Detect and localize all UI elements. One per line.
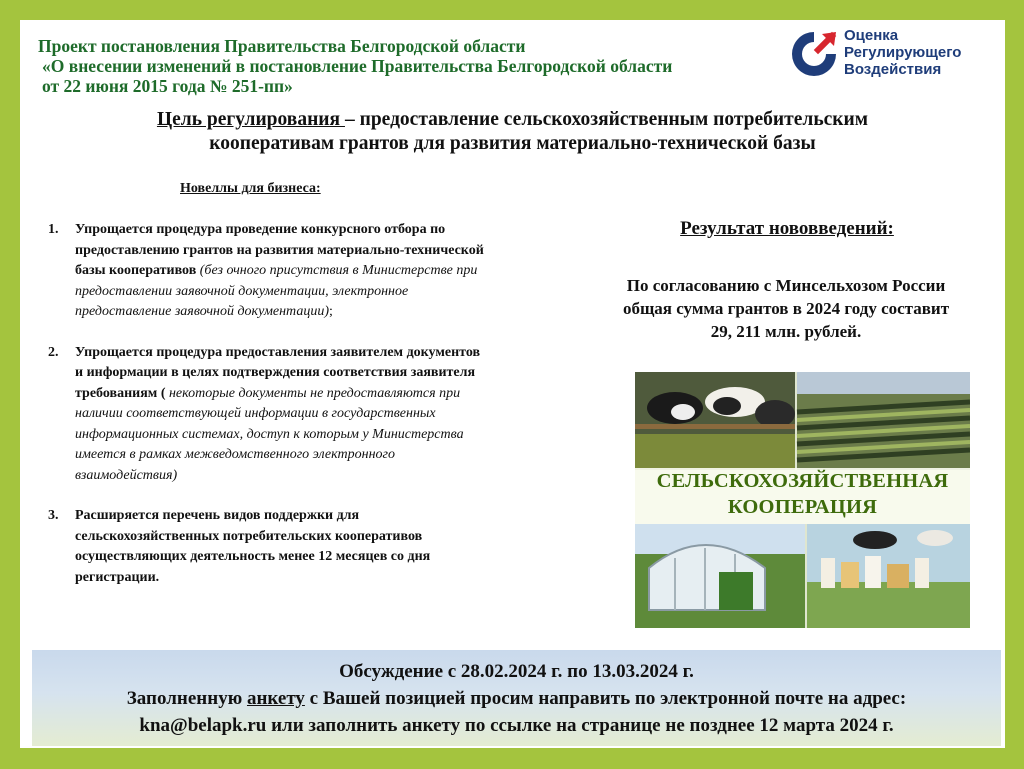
- item-tail: ;: [329, 304, 333, 319]
- project-title-line-1: Проект постановления Правительства Белгородской области: [38, 36, 526, 56]
- orv-logo-icon: [788, 28, 840, 80]
- footer-line-2-pre: Заполненную: [126, 688, 247, 709]
- project-title-line-3: от 22 июня 2015 года № 251-пп»: [42, 76, 293, 96]
- result-text: По согласованию с Минсельхозом России общая сумма грантов в 2024 году составит 29, 211 млн. рублей.: [622, 276, 950, 341]
- item-number: 2.: [48, 344, 59, 360]
- novelties-list: [44, 220, 484, 608]
- novelties-heading: Новеллы для бизнеса:: [180, 181, 321, 196]
- goal-text-2: кооперативам грантов для развития материально-технической базы: [209, 133, 816, 154]
- goal-text-1: – предоставление сельскохозяйственным потребительским: [344, 109, 869, 130]
- collage-caption-line-2: КООПЕРАЦИЯ: [727, 496, 878, 518]
- discussion-footer: [32, 650, 1001, 746]
- footer-line-2-post: с Вашей позицией просим направить по электронной почте на адрес:: [304, 688, 907, 709]
- item-bold-text: Упрощается процедура предоставления заявителем документов и информации в целях подтверждения соответствия заявителя требованиям (: [75, 344, 481, 401]
- goal-label: Цель регулирования: [156, 109, 345, 130]
- orv-logo-text: [844, 27, 961, 78]
- project-title-line-2: «О внесении изменений в постановление Правительства Белгородской области: [42, 56, 673, 76]
- collage-caption: [635, 468, 970, 524]
- list-item: [44, 506, 484, 588]
- agriculture-collage-image: [635, 372, 970, 628]
- footer-line-2: [32, 685, 1001, 712]
- logo-line-3: Воздействия: [844, 61, 942, 78]
- collage-caption-line-1: СЕЛЬСКОХОЗЯЙСТВЕННАЯ: [656, 470, 949, 492]
- item-number: 3.: [48, 508, 59, 523]
- regulation-goal: [50, 108, 975, 156]
- survey-link[interactable]: анкету: [246, 688, 305, 709]
- item-italic-text: (без очного присутствия в Министерстве при предоставлении заявочной документации, электронное предоставление заявочной документации): [75, 263, 478, 319]
- item-number: 1.: [48, 222, 59, 237]
- logo-line-1: Оценка: [844, 27, 899, 44]
- item-bold-text: Расширяется перечень видов поддержки для сельскохозяйственных потребительских кооперативов осуществляющих деятельность менее 12 месяцев со дня регистрации.: [75, 508, 431, 585]
- list-item: [44, 220, 484, 323]
- logo-line-2: Регулирующего: [844, 44, 962, 61]
- orv-logo: [786, 24, 996, 90]
- discussion-dates: Обсуждение с 28.02.2024 г. по 13.03.2024 г.: [339, 661, 694, 682]
- list-item: [44, 343, 484, 487]
- item-italic-text: некоторые документы не предоставляются при наличии соответствующей информации в государственных информационных системах, доступ к которым у Министерства имеется в рамках межведомственного электронного взаимодействия): [75, 385, 464, 483]
- project-title: [38, 36, 778, 96]
- slide: [20, 20, 1005, 748]
- footer-line-3: kna@belapk.ru или заполнить анкету по ссылке на странице не позднее 12 марта 2024 г.: [139, 715, 894, 736]
- item-bold-text: Упрощается процедура проведение конкурсного отбора по предоставлению грантов на развития материально-технической базы кооперативов: [75, 222, 484, 278]
- result-heading: Результат нововведений:: [680, 218, 894, 239]
